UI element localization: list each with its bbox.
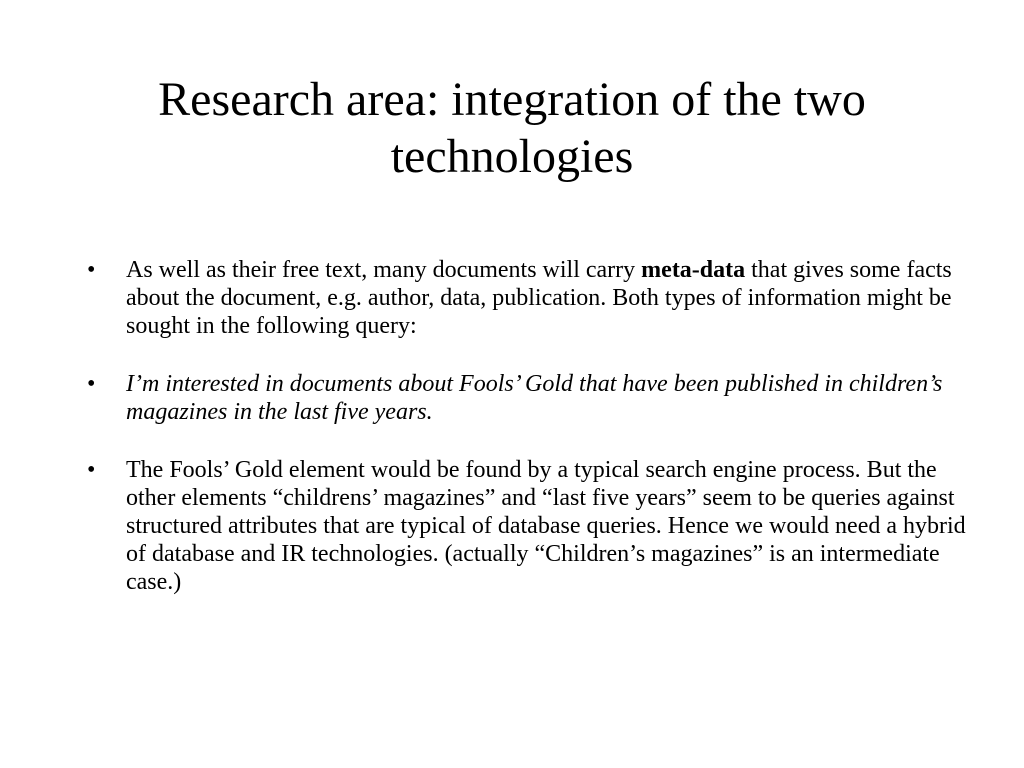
slide-title: Research area: integration of the two technologies [158,73,866,183]
bullet-item-meta-data [87,256,967,340]
bullet-bold-term: meta-data [641,257,746,283]
bullet-icon: • [87,257,96,283]
bullet-text-end: that gives some facts about the document, e.g. author, data, publication. Both types of information might be sought in the following query: [126,257,952,339]
bullet-text-explanation: The Fools’ Gold element would be found by a typical search engine process. But the other elements “childrens’ magazines” and “last five years” seem to be queries against structured attributes that are typical of database queries. Hence we would need a hybrid of database and IR technologies. (actually “Children’s magazines” is an intermediate case.) [126,457,966,595]
bullet-item-hybrid-explanation [87,456,967,596]
bullet-text-query: I’m interested in documents about Fools’ Gold that have been published in children’s magazines in the last five years. [126,371,943,425]
bullet-icon: • [87,371,96,397]
bullet-list [87,256,967,626]
bullet-icon: • [87,457,96,483]
bullet-item-example-query [87,370,967,426]
bullet-text-start: As well as their free text, many documents will carry [126,257,642,283]
